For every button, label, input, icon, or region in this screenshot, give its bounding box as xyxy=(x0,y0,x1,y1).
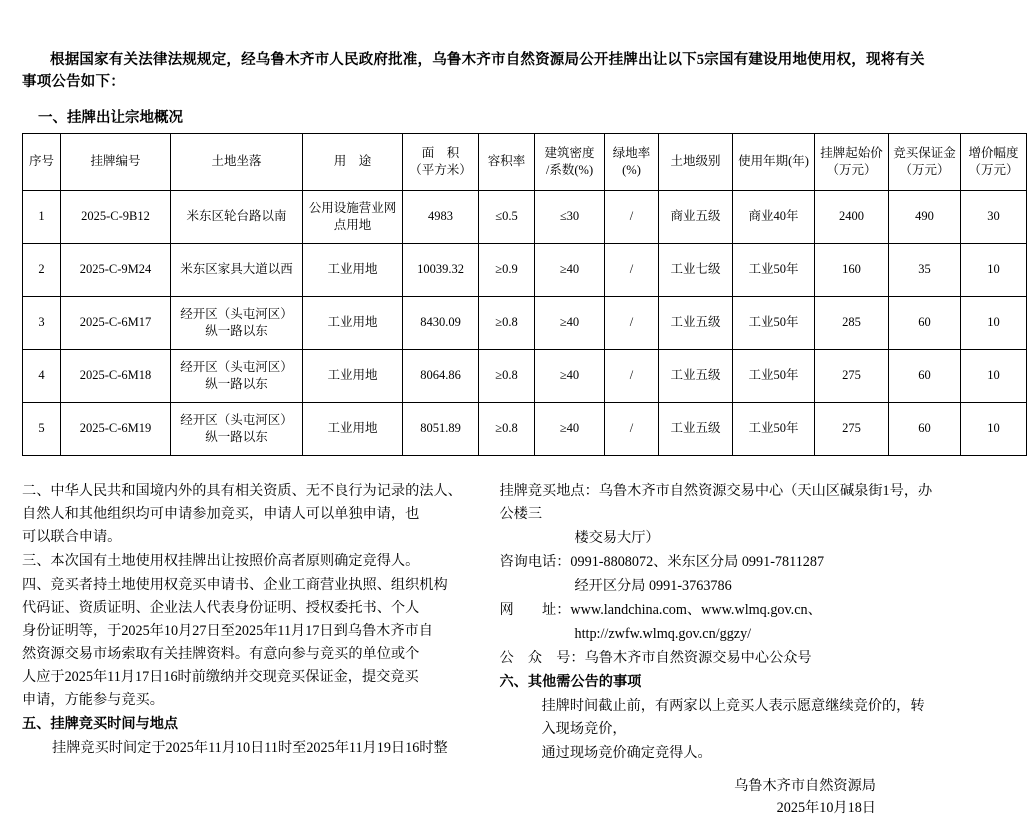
cell-no: 2 xyxy=(23,243,61,296)
cell-far: ≤0.5 xyxy=(479,190,535,243)
cell-green: / xyxy=(605,296,659,349)
header-area: 面 积 （平方米） xyxy=(403,133,479,190)
cell-no: 3 xyxy=(23,296,61,349)
cell-density: ≥40 xyxy=(535,402,605,455)
cell-use: 工业用地 xyxy=(303,402,403,455)
cell-deposit: 490 xyxy=(889,190,961,243)
website-value: www.landchina.com、www.wlmq.gov.cn、 xyxy=(570,601,822,618)
header-land-grade: 土地级别 xyxy=(659,133,733,190)
table-row xyxy=(23,349,1027,402)
cell-increment: 10 xyxy=(961,349,1027,402)
table-row xyxy=(23,190,1027,243)
cell-far: ≥0.9 xyxy=(479,243,535,296)
cell-grade: 工业五级 xyxy=(659,296,733,349)
clause-three: 三、本次国有土地使用权挂牌出让按照价高者原则确定竞得人。 xyxy=(22,552,420,569)
signature-org: 乌鲁木齐市自然资源局 xyxy=(734,777,876,794)
cell-density: ≥40 xyxy=(535,349,605,402)
cell-no: 5 xyxy=(23,402,61,455)
cell-location: 经开区（头屯河区） 纵一路以东 xyxy=(171,402,303,455)
cell-green: / xyxy=(605,349,659,402)
cell-start-price: 285 xyxy=(815,296,889,349)
cell-far: ≥0.8 xyxy=(479,296,535,349)
cell-far: ≥0.8 xyxy=(479,402,535,455)
cell-location: 经开区（头屯河区） 纵一路以东 xyxy=(171,296,303,349)
cell-location: 米东区家具大道以西 xyxy=(171,243,303,296)
cell-area: 4983 xyxy=(403,190,479,243)
venue-line-2: 楼交易大厅） xyxy=(574,529,660,546)
right-column xyxy=(499,480,938,820)
venue-line xyxy=(499,480,938,526)
cell-use: 公用设施营业网 点用地 xyxy=(303,190,403,243)
cell-code: 2025-C-9B12 xyxy=(61,190,171,243)
cell-use: 工业用地 xyxy=(303,349,403,402)
land-parcel-table xyxy=(22,133,1027,456)
cell-far: ≥0.8 xyxy=(479,349,535,402)
signature-date: 2025年10月18日 xyxy=(776,800,876,817)
cell-increment: 10 xyxy=(961,402,1027,455)
cell-green: / xyxy=(605,243,659,296)
venue-value: 乌鲁木齐市自然资源交易中心（天山区碱泉街1号，办公楼三 xyxy=(499,482,933,522)
table-row xyxy=(23,243,1027,296)
cell-code: 2025-C-6M19 xyxy=(61,402,171,455)
website-line xyxy=(499,599,938,622)
cell-increment: 10 xyxy=(961,296,1027,349)
header-start-price: 挂牌起始价 （万元） xyxy=(815,133,889,190)
cell-grade: 商业五级 xyxy=(659,190,733,243)
clause-four: 四、竞买者持土地使用权竞买申请书、企业工商营业执照、组织机构 代码证、资质证明、企业法人代表身份证明、授权委托书、个人 身份证明等，于2025年10月27日至2025年11月17日到乌鲁木齐市自 然资源交易市场索取有关挂牌资料。有意向参与竞买的单位或个 人应于2025年11月17日16时前缴纳并交现竞买保证金，提交竞买 申请，方能参与竞买。 xyxy=(22,576,448,708)
website-label: 网 址： xyxy=(499,601,571,618)
header-far: 容积率 xyxy=(479,133,535,190)
cell-green: / xyxy=(605,402,659,455)
cell-start-price: 275 xyxy=(815,349,889,402)
body-columns xyxy=(22,480,938,820)
cell-area: 10039.32 xyxy=(403,243,479,296)
phone-line: 咨询电话：0991-8808072、米东区分局 0991-7811287 xyxy=(499,553,825,570)
cell-start-price: 160 xyxy=(815,243,889,296)
header-no: 序号 xyxy=(23,133,61,190)
cell-area: 8051.89 xyxy=(403,402,479,455)
phone-line-2: 经开区分局 0991-3763786 xyxy=(574,577,732,594)
cell-term: 工业50年 xyxy=(733,243,815,296)
header-density: 建筑密度 /系数(%) xyxy=(535,133,605,190)
header-deposit: 竞买保证金 （万元） xyxy=(889,133,961,190)
cell-density: ≥40 xyxy=(535,296,605,349)
cell-term: 工业50年 xyxy=(733,296,815,349)
cell-increment: 10 xyxy=(961,243,1027,296)
cell-no: 4 xyxy=(23,349,61,402)
cell-grade: 工业五级 xyxy=(659,349,733,402)
cell-density: ≥40 xyxy=(535,243,605,296)
public-account-value: 乌鲁木齐市自然资源交易中心公众号 xyxy=(584,649,812,666)
intro-paragraph: 根据国家有关法律法规规定，经乌鲁木齐市人民政府批准，乌鲁木齐市自然资源局公开挂牌出让以下5宗国有建设用地使用权，现将有关事项公告如下： xyxy=(22,52,925,90)
clause-six-line-2: 通过现场竞价确定竞得人。 xyxy=(541,744,712,761)
section-one-title: 一、挂牌出让宗地概况 xyxy=(38,109,183,126)
cell-term: 商业40年 xyxy=(733,190,815,243)
cell-deposit: 60 xyxy=(889,296,961,349)
cell-location: 经开区（头屯河区） 纵一路以东 xyxy=(171,349,303,402)
header-location: 土地坐落 xyxy=(171,133,303,190)
cell-term: 工业50年 xyxy=(733,349,815,402)
public-account-line xyxy=(499,647,938,670)
cell-use: 工业用地 xyxy=(303,296,403,349)
clause-five-title: 五、挂牌竞买时间与地点 xyxy=(22,715,179,732)
cell-code: 2025-C-6M18 xyxy=(61,349,171,402)
header-increment: 增价幅度 （万元） xyxy=(961,133,1027,190)
clause-two: 二、中华人民共和国境内外的具有相关资质、无不良行为记录的法人、 自然人和其他组织均可申请参加竞买，申请人可以单独申请，也 可以联合申请。 xyxy=(22,482,462,545)
clause-five-body: 挂牌竞买时间定于2025年11月10日11时至2025年11月19日16时整 xyxy=(52,739,448,756)
cell-grade: 工业五级 xyxy=(659,402,733,455)
cell-density: ≤30 xyxy=(535,190,605,243)
cell-increment: 30 xyxy=(961,190,1027,243)
public-account-label: 公 众 号： xyxy=(499,649,585,666)
clause-six-title: 六、其他需公告的事项 xyxy=(499,673,642,690)
cell-deposit: 60 xyxy=(889,349,961,402)
cell-no: 1 xyxy=(23,190,61,243)
cell-location: 米东区轮台路以南 xyxy=(171,190,303,243)
header-term: 使用年期(年) xyxy=(733,133,815,190)
cell-start-price: 2400 xyxy=(815,190,889,243)
cell-area: 8430.09 xyxy=(403,296,479,349)
cell-term: 工业50年 xyxy=(733,402,815,455)
header-use: 用 途 xyxy=(303,133,403,190)
signature-block xyxy=(499,775,938,820)
website-line-2: http://zwfw.wlmq.gov.cn/ggzy/ xyxy=(574,625,752,642)
cell-deposit: 35 xyxy=(889,243,961,296)
header-code: 挂牌编号 xyxy=(61,133,171,190)
left-column xyxy=(22,480,475,820)
table-row xyxy=(23,402,1027,455)
cell-code: 2025-C-9M24 xyxy=(61,243,171,296)
cell-use: 工业用地 xyxy=(303,243,403,296)
cell-area: 8064.86 xyxy=(403,349,479,402)
header-green-rate: 绿地率 (%) xyxy=(605,133,659,190)
cell-code: 2025-C-6M17 xyxy=(61,296,171,349)
cell-grade: 工业七级 xyxy=(659,243,733,296)
table-header-row xyxy=(23,133,1027,190)
cell-deposit: 60 xyxy=(889,402,961,455)
cell-start-price: 275 xyxy=(815,402,889,455)
venue-label: 挂牌竞买地点： xyxy=(499,482,599,499)
table-row xyxy=(23,296,1027,349)
clause-six-line-1: 挂牌时间截止前，有两家以上竞买人表示愿意继续竞价的，转入现场竞价， xyxy=(541,697,925,737)
cell-green: / xyxy=(605,190,659,243)
